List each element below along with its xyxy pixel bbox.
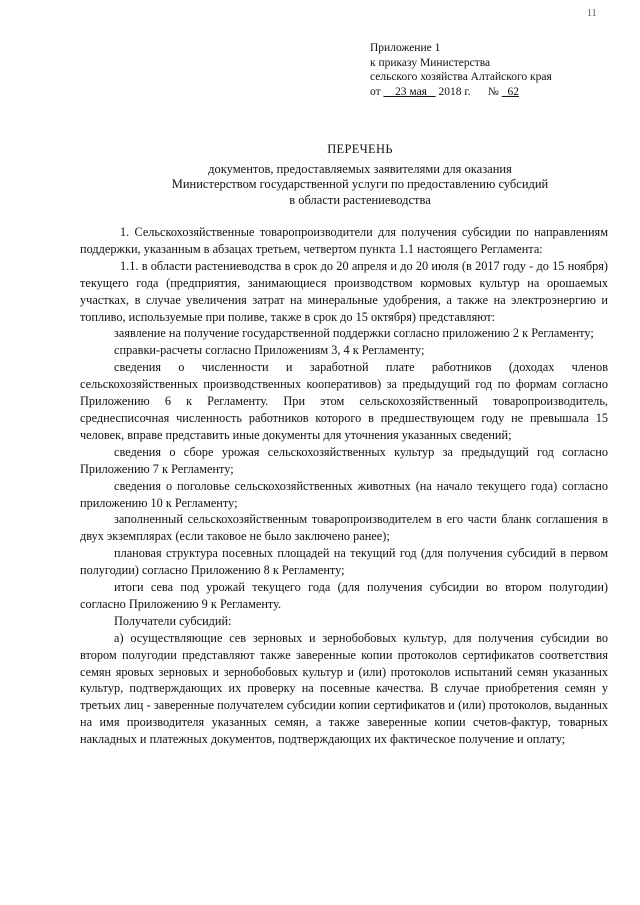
paragraph: сведения о поголовье сельскохозяйственных животных (на начало текущего года) согласно приложению 10 к Регламенту; (80, 478, 608, 510)
number-prefix: № (487, 85, 499, 98)
appendix-line: к приказу Министерства (370, 56, 491, 69)
order-number: 62 (507, 85, 519, 98)
document-title (80, 142, 640, 208)
title-line: Министерством государственной услуги по предоставлению субсидий (171, 177, 549, 191)
paragraph: плановая структура посевных площадей на текущий год (для получения субсидий в первом полугодии) согласно Приложению 8 к Регламенту; (80, 546, 608, 578)
title-line: в области растениеводства (289, 192, 431, 207)
date-prefix: от (370, 85, 381, 98)
title-heading: ПЕРЕЧЕНЬ (327, 142, 393, 156)
paragraph: Получатели субсидий: (114, 613, 232, 628)
title-line: документов, предоставляемых заявителями для оказания (208, 161, 512, 176)
paragraph: 1. Сельскохозяйственные товаропроизводители для получения субсидии по направлениям поддержки, указанным в абзацах третьем, четвертом пункта 1.1 настоящего Регламента: (80, 225, 608, 256)
paragraph: заполненный сельскохозяйственным товаропроизводителем в его части бланк соглашения в двух экземплярах (если таковое не было заключено ранее); (80, 512, 608, 544)
date-year: 2018 г. (438, 85, 471, 98)
paragraph: справки-расчеты согласно Приложениям 3, 4 к Регламенту; (114, 343, 425, 358)
paragraph: итоги сева под урожай текущего года (для получения субсидии во втором полугодии) согласно Приложению 9 к Регламенту. (80, 580, 608, 611)
appendix-line: Приложение 1 (370, 42, 441, 54)
paragraph: а) осуществляющие сев зерновых и зернобобовых культур, для получения субсидии во втором полугодии представляют также заверенные копии протоколов сертификатов соответствия семян яровых зерновых и зернобобовых культур и (или) протоколов испытаний семян указанных культур, подтверждающих их проверку на посевные качества. В случае приобретения семян у третьих лиц - заверенные получателем субсидии копии сертификатов и (или) протоколов, выданных на имя производителя указанных семян, а также заверенные копии счетов-фактур, товарных накладных и платежных документов, подтверждающих их фактическое получение и оплату; (80, 630, 608, 747)
paragraph: сведения о численности и заработной плате работников (доходах членов сельскохозяйственных производственных кооперативов) за предыдущий год по формам согласно Приложению 6 к Регламенту. При этом сельскохозяйственный товаропроизводитель, среднесписочная численность работников которого в предшествующем году не превышала 15 человек, вправе представить иные документы для уточнения указанных сведений; (80, 360, 608, 442)
paragraph: 1.1. в области растениеводства в срок до 20 апреля и до 20 июля (в 2017 году - до 15 ноября) текущего года (предприятия, занимающиеся производством кормовых культур на орошаемых участках, в случае увеличения затрат на минеральные удобрения, а также на электроэнергию и топливо, используемые при поливе, также в срок до 15 октября) представляют: (80, 258, 608, 324)
page-number: 11 (587, 8, 597, 19)
appendix-date-line (370, 85, 552, 100)
date-day-month: 23 мая (395, 85, 427, 98)
appendix-header (370, 41, 552, 99)
appendix-line: сельского хозяйства Алтайского края (370, 71, 552, 83)
paragraph: заявление на получение государственной поддержки согласно приложению 2 к Регламенту; (114, 326, 594, 341)
document-body (80, 224, 608, 748)
paragraph: сведения о сборе урожая сельскохозяйственных культур за предыдущий год согласно Приложению 7 к Регламенту; (80, 444, 608, 476)
